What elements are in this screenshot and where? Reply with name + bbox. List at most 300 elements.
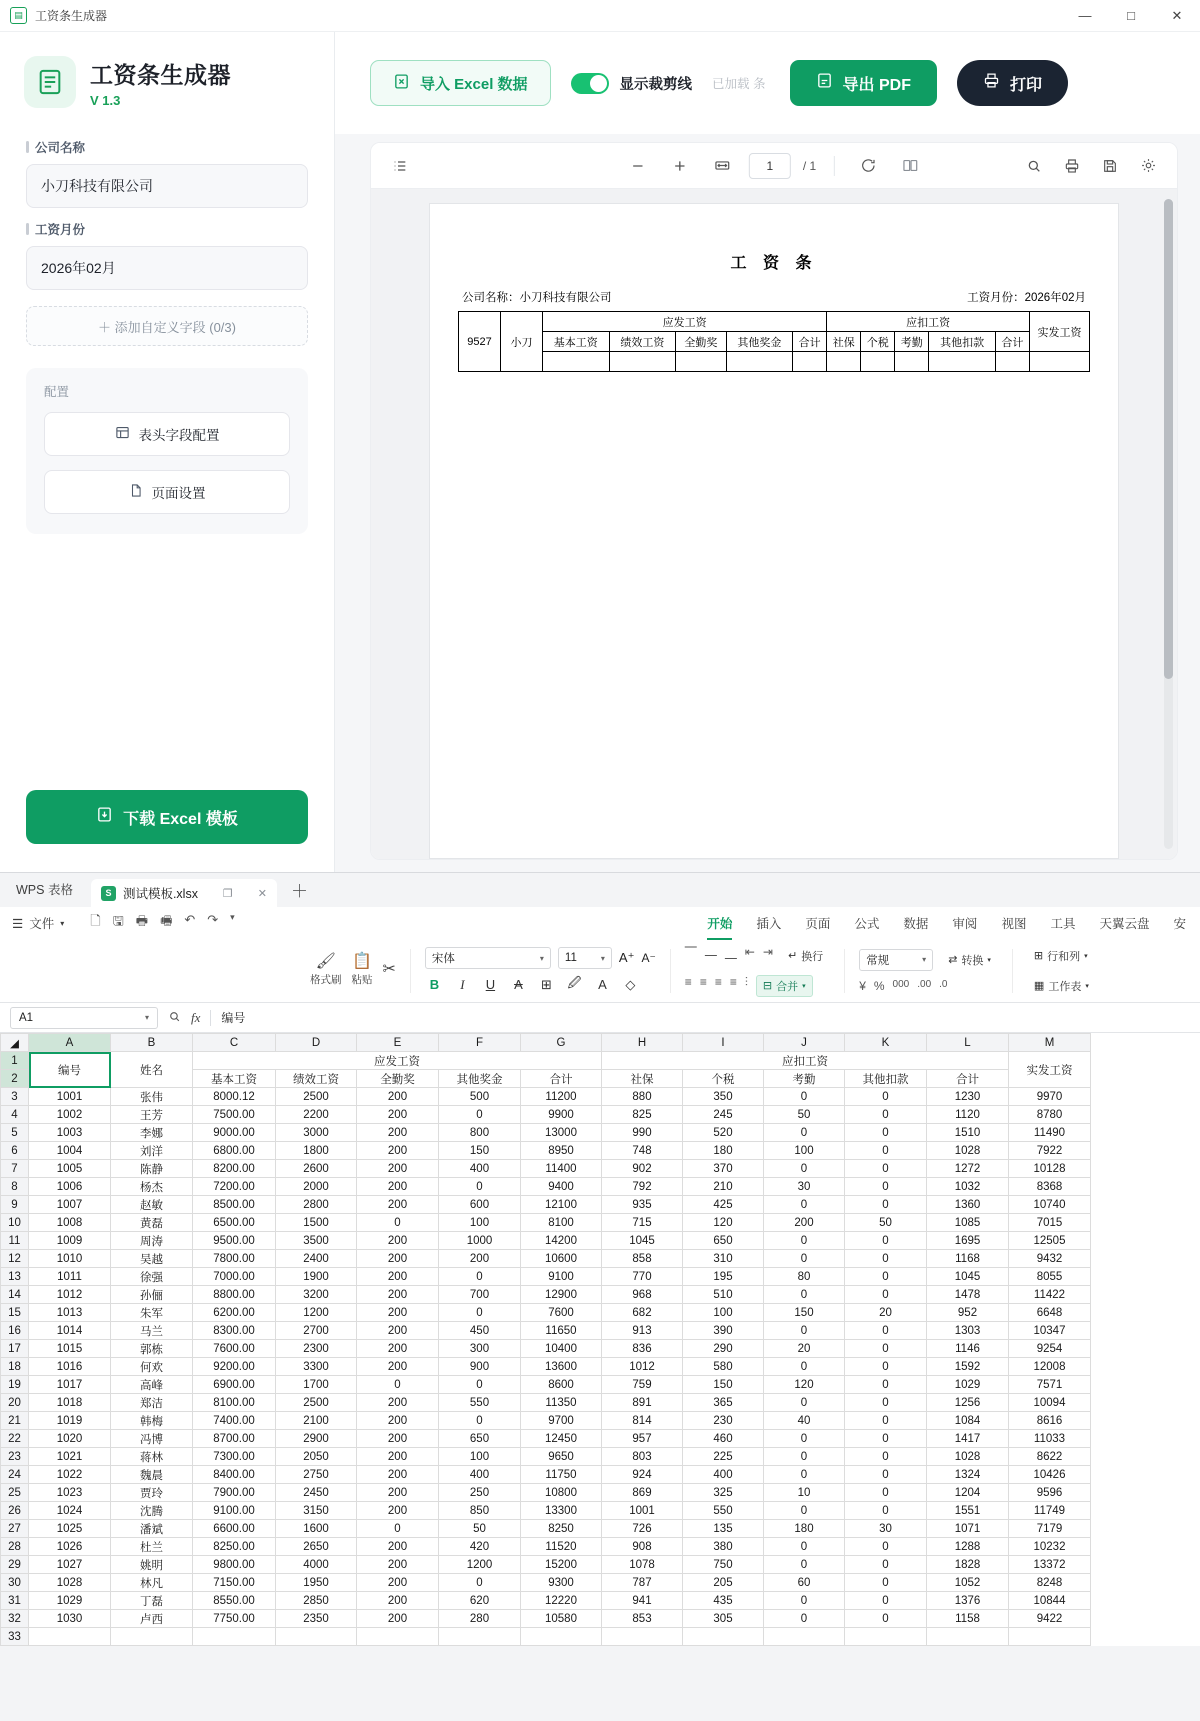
cell-K6[interactable]: 0: [845, 1142, 927, 1160]
cell-F32[interactable]: 280: [439, 1610, 521, 1628]
cell-G3[interactable]: 11200: [521, 1088, 602, 1106]
cell-H22[interactable]: 957: [602, 1430, 683, 1448]
cell-M6[interactable]: 7922: [1009, 1142, 1091, 1160]
cell-C10[interactable]: 6500.00: [193, 1214, 276, 1232]
cell-A7[interactable]: 1005: [29, 1160, 111, 1178]
cell-F19[interactable]: 0: [439, 1376, 521, 1394]
cell-K22[interactable]: 0: [845, 1430, 927, 1448]
cell-A3[interactable]: 1001: [29, 1088, 111, 1106]
cell-L18[interactable]: 1592: [927, 1358, 1009, 1376]
row-header-2[interactable]: 2: [1, 1070, 29, 1088]
cell-B13[interactable]: 徐强: [111, 1268, 193, 1286]
fit-width-icon[interactable]: [707, 151, 737, 181]
cell-I12[interactable]: 310: [683, 1250, 764, 1268]
cell-D9[interactable]: 2800: [276, 1196, 357, 1214]
cell-C29[interactable]: 9800.00: [193, 1556, 276, 1574]
header-cell-H2[interactable]: 社保: [602, 1070, 683, 1088]
cell-A29[interactable]: 1027: [29, 1556, 111, 1574]
cell-L7[interactable]: 1272: [927, 1160, 1009, 1178]
cell-F8[interactable]: 0: [439, 1178, 521, 1196]
cell-M5[interactable]: 11490: [1009, 1124, 1091, 1142]
table-row[interactable]: [1, 1556, 1091, 1574]
cell-M16[interactable]: 10347: [1009, 1322, 1091, 1340]
table-row[interactable]: [1, 1250, 1091, 1268]
cell-G12[interactable]: 10600: [521, 1250, 602, 1268]
cell-C9[interactable]: 8500.00: [193, 1196, 276, 1214]
justify-button[interactable]: ≡: [729, 974, 737, 989]
cell-J33[interactable]: [764, 1628, 845, 1646]
cell-D20[interactable]: 2500: [276, 1394, 357, 1412]
cell-H25[interactable]: 869: [602, 1484, 683, 1502]
search-icon[interactable]: [1019, 151, 1049, 181]
header-cell-G2[interactable]: 合计: [521, 1070, 602, 1088]
cell-G21[interactable]: 9700: [521, 1412, 602, 1430]
cell-E11[interactable]: 200: [357, 1232, 439, 1250]
cell-F17[interactable]: 300: [439, 1340, 521, 1358]
cell-I32[interactable]: 305: [683, 1610, 764, 1628]
paste-button[interactable]: [352, 954, 373, 987]
table-row[interactable]: [1, 1592, 1091, 1610]
cell-K19[interactable]: 0: [845, 1376, 927, 1394]
cell-J29[interactable]: 0: [764, 1556, 845, 1574]
cell-A30[interactable]: 1028: [29, 1574, 111, 1592]
cell-F5[interactable]: 800: [439, 1124, 521, 1142]
cell-M10[interactable]: 7015: [1009, 1214, 1091, 1232]
print-button[interactable]: [957, 60, 1068, 106]
decrease-font-size-button[interactable]: A⁻: [641, 951, 656, 965]
cell-F15[interactable]: 0: [439, 1304, 521, 1322]
cell-D14[interactable]: 3200: [276, 1286, 357, 1304]
column-header-A[interactable]: A: [29, 1034, 111, 1052]
cell-A9[interactable]: 1007: [29, 1196, 111, 1214]
cell-G13[interactable]: 9100: [521, 1268, 602, 1286]
cell-I29[interactable]: 750: [683, 1556, 764, 1574]
row-header-5[interactable]: 5: [1, 1124, 29, 1142]
cell-F18[interactable]: 900: [439, 1358, 521, 1376]
table-row[interactable]: [1, 1106, 1091, 1124]
cell-A1[interactable]: 编号: [29, 1052, 111, 1088]
cell-D7[interactable]: 2600: [276, 1160, 357, 1178]
cell-J5[interactable]: 0: [764, 1124, 845, 1142]
table-row[interactable]: [1, 1196, 1091, 1214]
column-header-I[interactable]: I: [683, 1034, 764, 1052]
cell-I18[interactable]: 580: [683, 1358, 764, 1376]
cell-M17[interactable]: 9254: [1009, 1340, 1091, 1358]
cell-H31[interactable]: 941: [602, 1592, 683, 1610]
cell-K9[interactable]: 0: [845, 1196, 927, 1214]
cell-B1[interactable]: 姓名: [111, 1052, 193, 1088]
cell-B7[interactable]: 陈静: [111, 1160, 193, 1178]
cell-E26[interactable]: 200: [357, 1502, 439, 1520]
row-header-13[interactable]: 13: [1, 1268, 29, 1286]
clear-format-button[interactable]: ◇: [625, 976, 636, 992]
cell-D30[interactable]: 1950: [276, 1574, 357, 1592]
cell-K10[interactable]: 50: [845, 1214, 927, 1232]
row-header-4[interactable]: 4: [1, 1106, 29, 1124]
cell-B18[interactable]: 何欢: [111, 1358, 193, 1376]
cell-K24[interactable]: 0: [845, 1466, 927, 1484]
row-header-12[interactable]: 12: [1, 1250, 29, 1268]
cell-E6[interactable]: 200: [357, 1142, 439, 1160]
cell-K25[interactable]: 0: [845, 1484, 927, 1502]
cell-E12[interactable]: 200: [357, 1250, 439, 1268]
cell-C6[interactable]: 6800.00: [193, 1142, 276, 1160]
cell-A19[interactable]: 1017: [29, 1376, 111, 1394]
cell-L21[interactable]: 1084: [927, 1412, 1009, 1430]
column-header-E[interactable]: E: [357, 1034, 439, 1052]
wrap-text-button[interactable]: [781, 945, 830, 967]
cell-E4[interactable]: 200: [357, 1106, 439, 1124]
header-cell-D2[interactable]: 绩效工资: [276, 1070, 357, 1088]
cell-D11[interactable]: 3500: [276, 1232, 357, 1250]
row-header-8[interactable]: 8: [1, 1178, 29, 1196]
cell-G8[interactable]: 9400: [521, 1178, 602, 1196]
cell-A10[interactable]: 1008: [29, 1214, 111, 1232]
cell-D25[interactable]: 2450: [276, 1484, 357, 1502]
cell-C4[interactable]: 7500.00: [193, 1106, 276, 1124]
close-button[interactable]: ✕: [1171, 7, 1183, 23]
cell-E19[interactable]: 0: [357, 1376, 439, 1394]
cell-L22[interactable]: 1417: [927, 1430, 1009, 1448]
cell-L12[interactable]: 1168: [927, 1250, 1009, 1268]
cell-H23[interactable]: 803: [602, 1448, 683, 1466]
cell-L31[interactable]: 1376: [927, 1592, 1009, 1610]
cell-B19[interactable]: 高峰: [111, 1376, 193, 1394]
cell-E16[interactable]: 200: [357, 1322, 439, 1340]
tab-restore-icon[interactable]: ❐: [222, 887, 233, 900]
cell-G24[interactable]: 11750: [521, 1466, 602, 1484]
cell-K12[interactable]: 0: [845, 1250, 927, 1268]
cell-H15[interactable]: 682: [602, 1304, 683, 1322]
currency-button[interactable]: ¥: [859, 978, 866, 993]
row-header-18[interactable]: 18: [1, 1358, 29, 1376]
table-row[interactable]: [1, 1268, 1091, 1286]
cell-I30[interactable]: 205: [683, 1574, 764, 1592]
cell-J26[interactable]: 0: [764, 1502, 845, 1520]
cell-D29[interactable]: 4000: [276, 1556, 357, 1574]
row-header-31[interactable]: 31: [1, 1592, 29, 1610]
cell-H5[interactable]: 990: [602, 1124, 683, 1142]
table-row[interactable]: [1, 1376, 1091, 1394]
cell-L10[interactable]: 1085: [927, 1214, 1009, 1232]
cell-F10[interactable]: 100: [439, 1214, 521, 1232]
cell-G11[interactable]: 14200: [521, 1232, 602, 1250]
pdf-print-icon[interactable]: [1057, 151, 1087, 181]
dual-page-icon[interactable]: [895, 151, 925, 181]
cell-L6[interactable]: 1028: [927, 1142, 1009, 1160]
cell-D17[interactable]: 2300: [276, 1340, 357, 1358]
cell-I13[interactable]: 195: [683, 1268, 764, 1286]
cell-F12[interactable]: 200: [439, 1250, 521, 1268]
cell-I28[interactable]: 380: [683, 1538, 764, 1556]
cell-J25[interactable]: 10: [764, 1484, 845, 1502]
cell-F33[interactable]: [439, 1628, 521, 1646]
bold-button[interactable]: B: [429, 977, 440, 992]
table-row[interactable]: [1, 1322, 1091, 1340]
sidebar-toggle-icon[interactable]: [385, 151, 415, 181]
font-size-select[interactable]: [558, 947, 612, 969]
cell-G15[interactable]: 7600: [521, 1304, 602, 1322]
cell-D3[interactable]: 2500: [276, 1088, 357, 1106]
cell-A16[interactable]: 1014: [29, 1322, 111, 1340]
ribbon-tab-page[interactable]: 页面: [805, 917, 831, 931]
row-header-1[interactable]: 1: [1, 1052, 29, 1070]
cell-I3[interactable]: 350: [683, 1088, 764, 1106]
document-tab[interactable]: [91, 879, 277, 907]
cell-M30[interactable]: 8248: [1009, 1574, 1091, 1592]
cell-F31[interactable]: 620: [439, 1592, 521, 1610]
cell-D26[interactable]: 3150: [276, 1502, 357, 1520]
table-row[interactable]: [1, 1394, 1091, 1412]
cell-C19[interactable]: 6900.00: [193, 1376, 276, 1394]
cell-G20[interactable]: 11350: [521, 1394, 602, 1412]
cell-E23[interactable]: 200: [357, 1448, 439, 1466]
column-header-M[interactable]: M: [1009, 1034, 1091, 1052]
cell-I19[interactable]: 150: [683, 1376, 764, 1394]
cell-J13[interactable]: 80: [764, 1268, 845, 1286]
cell-L15[interactable]: 952: [927, 1304, 1009, 1322]
cell-K31[interactable]: 0: [845, 1592, 927, 1610]
cell-D13[interactable]: 1900: [276, 1268, 357, 1286]
cell-C23[interactable]: 7300.00: [193, 1448, 276, 1466]
row-header-19[interactable]: 19: [1, 1376, 29, 1394]
ribbon-tab-formula[interactable]: 公式: [854, 917, 880, 931]
cell-M20[interactable]: 10094: [1009, 1394, 1091, 1412]
cell-I22[interactable]: 460: [683, 1430, 764, 1448]
cell-H24[interactable]: 924: [602, 1466, 683, 1484]
font-color-button[interactable]: A: [598, 977, 607, 992]
cell-C32[interactable]: 7750.00: [193, 1610, 276, 1628]
cell-L3[interactable]: 1230: [927, 1088, 1009, 1106]
cell-F29[interactable]: 1200: [439, 1556, 521, 1574]
align-center-button[interactable]: ≡: [699, 974, 707, 989]
cell-L4[interactable]: 1120: [927, 1106, 1009, 1124]
cell-J17[interactable]: 20: [764, 1340, 845, 1358]
cell-J16[interactable]: 0: [764, 1322, 845, 1340]
cell-B15[interactable]: 朱军: [111, 1304, 193, 1322]
cell-D22[interactable]: 2900: [276, 1430, 357, 1448]
cell-L9[interactable]: 1360: [927, 1196, 1009, 1214]
cell-E13[interactable]: 200: [357, 1268, 439, 1286]
table-row[interactable]: [1, 1286, 1091, 1304]
cell-H21[interactable]: 814: [602, 1412, 683, 1430]
cell-B6[interactable]: 刘洋: [111, 1142, 193, 1160]
cell-E9[interactable]: 200: [357, 1196, 439, 1214]
table-row[interactable]: [1, 1088, 1091, 1106]
column-header-B[interactable]: B: [111, 1034, 193, 1052]
header-cell-F2[interactable]: 其他奖金: [439, 1070, 521, 1088]
cell-L28[interactable]: 1288: [927, 1538, 1009, 1556]
table-row[interactable]: [1, 1448, 1091, 1466]
cell-C25[interactable]: 7900.00: [193, 1484, 276, 1502]
cell-E24[interactable]: 200: [357, 1466, 439, 1484]
column-header-D[interactable]: D: [276, 1034, 357, 1052]
row-header-30[interactable]: 30: [1, 1574, 29, 1592]
cell-L24[interactable]: 1324: [927, 1466, 1009, 1484]
cell-K17[interactable]: 0: [845, 1340, 927, 1358]
column-header-C[interactable]: C: [193, 1034, 276, 1052]
cell-K3[interactable]: 0: [845, 1088, 927, 1106]
cell-H16[interactable]: 913: [602, 1322, 683, 1340]
new-tab-button[interactable]: ＋: [290, 882, 308, 901]
cell-D18[interactable]: 3300: [276, 1358, 357, 1376]
decrease-decimal-button[interactable]: .0: [939, 978, 948, 990]
column-header-K[interactable]: K: [845, 1034, 927, 1052]
align-bottom-button[interactable]: ⎽: [724, 944, 737, 959]
ribbon-tab-cloud[interactable]: 天翼云盘: [1099, 917, 1150, 931]
cell-F27[interactable]: 50: [439, 1520, 521, 1538]
cell-L30[interactable]: 1052: [927, 1574, 1009, 1592]
redo-icon[interactable]: ↷: [207, 912, 219, 927]
cell-I14[interactable]: 510: [683, 1286, 764, 1304]
cell-J19[interactable]: 120: [764, 1376, 845, 1394]
cell-K23[interactable]: 0: [845, 1448, 927, 1466]
cell-J27[interactable]: 180: [764, 1520, 845, 1538]
print-preview-icon[interactable]: 🖷: [160, 913, 173, 928]
cell-G28[interactable]: 11520: [521, 1538, 602, 1556]
cell-E20[interactable]: 200: [357, 1394, 439, 1412]
row-header-22[interactable]: 22: [1, 1430, 29, 1448]
cell-G25[interactable]: 10800: [521, 1484, 602, 1502]
cell-B31[interactable]: 丁磊: [111, 1592, 193, 1610]
cell-H3[interactable]: 880: [602, 1088, 683, 1106]
cell-E5[interactable]: 200: [357, 1124, 439, 1142]
cell-J7[interactable]: 0: [764, 1160, 845, 1178]
cell-E14[interactable]: 200: [357, 1286, 439, 1304]
cell-M9[interactable]: 10740: [1009, 1196, 1091, 1214]
cell-F9[interactable]: 600: [439, 1196, 521, 1214]
cell-H14[interactable]: 968: [602, 1286, 683, 1304]
cell-H29[interactable]: 1078: [602, 1556, 683, 1574]
cell-K11[interactable]: 0: [845, 1232, 927, 1250]
cell-B30[interactable]: 林凡: [111, 1574, 193, 1592]
select-all-corner[interactable]: ◢: [1, 1034, 29, 1052]
cell-L29[interactable]: 1828: [927, 1556, 1009, 1574]
cell-F6[interactable]: 150: [439, 1142, 521, 1160]
cell-C13[interactable]: 7000.00: [193, 1268, 276, 1286]
cell-L33[interactable]: [927, 1628, 1009, 1646]
italic-button[interactable]: I: [460, 976, 465, 992]
cell-E18[interactable]: 200: [357, 1358, 439, 1376]
column-header-J[interactable]: J: [764, 1034, 845, 1052]
cell-A25[interactable]: 1023: [29, 1484, 111, 1502]
cell-J15[interactable]: 150: [764, 1304, 845, 1322]
row-header-20[interactable]: 20: [1, 1394, 29, 1412]
cell-L8[interactable]: 1032: [927, 1178, 1009, 1196]
cell-E33[interactable]: [357, 1628, 439, 1646]
cell-B22[interactable]: 冯博: [111, 1430, 193, 1448]
align-middle-button[interactable]: ⎼: [704, 944, 717, 959]
minimize-button[interactable]: —: [1078, 8, 1092, 23]
cell-J3[interactable]: 0: [764, 1088, 845, 1106]
cell-B28[interactable]: 杜兰: [111, 1538, 193, 1556]
table-row[interactable]: [1, 1214, 1091, 1232]
cell-K27[interactable]: 30: [845, 1520, 927, 1538]
cell-B8[interactable]: 杨杰: [111, 1178, 193, 1196]
cell-H11[interactable]: 1045: [602, 1232, 683, 1250]
pdf-scroll-thumb[interactable]: [1164, 199, 1173, 679]
cell-J11[interactable]: 0: [764, 1232, 845, 1250]
cell-F22[interactable]: 650: [439, 1430, 521, 1448]
cell-K21[interactable]: 0: [845, 1412, 927, 1430]
font-family-select[interactable]: [425, 947, 551, 969]
cell-K33[interactable]: [845, 1628, 927, 1646]
cell-M14[interactable]: 11422: [1009, 1286, 1091, 1304]
cell-C11[interactable]: 9500.00: [193, 1232, 276, 1250]
page-number-input[interactable]: 1: [749, 153, 791, 179]
header-cell-C2[interactable]: 基本工资: [193, 1070, 276, 1088]
cell-H26[interactable]: 1001: [602, 1502, 683, 1520]
cell-D21[interactable]: 2100: [276, 1412, 357, 1430]
cell-M28[interactable]: 10232: [1009, 1538, 1091, 1556]
table-row[interactable]: [1, 1520, 1091, 1538]
cell-K15[interactable]: 20: [845, 1304, 927, 1322]
cell-L13[interactable]: 1045: [927, 1268, 1009, 1286]
cell-H8[interactable]: 792: [602, 1178, 683, 1196]
settings-gear-icon[interactable]: [1133, 151, 1163, 181]
cell-H7[interactable]: 902: [602, 1160, 683, 1178]
cell-B26[interactable]: 沈腾: [111, 1502, 193, 1520]
cell-F20[interactable]: 550: [439, 1394, 521, 1412]
cell-D19[interactable]: 1700: [276, 1376, 357, 1394]
row-header-11[interactable]: 11: [1, 1232, 29, 1250]
cell-L16[interactable]: 1303: [927, 1322, 1009, 1340]
number-format-select[interactable]: [859, 949, 933, 971]
cell-J14[interactable]: 0: [764, 1286, 845, 1304]
cell-D10[interactable]: 1500: [276, 1214, 357, 1232]
cell-H18[interactable]: 1012: [602, 1358, 683, 1376]
borders-button[interactable]: ⊞: [540, 976, 552, 992]
cell-C22[interactable]: 8700.00: [193, 1430, 276, 1448]
cell-C16[interactable]: 8300.00: [193, 1322, 276, 1340]
cell-C21[interactable]: 7400.00: [193, 1412, 276, 1430]
cell-B3[interactable]: 张伟: [111, 1088, 193, 1106]
cell-F11[interactable]: 1000: [439, 1232, 521, 1250]
undo-icon[interactable]: ↶: [184, 912, 196, 927]
cell-E29[interactable]: 200: [357, 1556, 439, 1574]
cell-D28[interactable]: 2650: [276, 1538, 357, 1556]
download-excel-template-button[interactable]: [26, 790, 308, 844]
cell-A22[interactable]: 1020: [29, 1430, 111, 1448]
cell-M33[interactable]: [1009, 1628, 1091, 1646]
cell-E8[interactable]: 200: [357, 1178, 439, 1196]
cell-L19[interactable]: 1029: [927, 1376, 1009, 1394]
qat-chevron-icon[interactable]: ▾: [230, 912, 235, 922]
cell-D4[interactable]: 2200: [276, 1106, 357, 1124]
ribbon-tab-security[interactable]: 安: [1173, 917, 1186, 931]
cell-L25[interactable]: 1204: [927, 1484, 1009, 1502]
tab-close-icon[interactable]: ✕: [257, 887, 267, 900]
cell-F14[interactable]: 700: [439, 1286, 521, 1304]
cell-C15[interactable]: 6200.00: [193, 1304, 276, 1322]
cell-G18[interactable]: 13600: [521, 1358, 602, 1376]
cell-D33[interactable]: [276, 1628, 357, 1646]
cell-A4[interactable]: 1002: [29, 1106, 111, 1124]
cell-K32[interactable]: 0: [845, 1610, 927, 1628]
cell-G16[interactable]: 11650: [521, 1322, 602, 1340]
save-icon[interactable]: [1095, 151, 1125, 181]
table-row[interactable]: [1, 1304, 1091, 1322]
convert-button[interactable]: [941, 949, 998, 971]
cell-A27[interactable]: 1025: [29, 1520, 111, 1538]
cell-C33[interactable]: [193, 1628, 276, 1646]
cell-I21[interactable]: 230: [683, 1412, 764, 1430]
page-setup-button[interactable]: [44, 470, 290, 514]
cell-K5[interactable]: 0: [845, 1124, 927, 1142]
cell-A17[interactable]: 1015: [29, 1340, 111, 1358]
cell-K7[interactable]: 0: [845, 1160, 927, 1178]
cell-C27[interactable]: 6600.00: [193, 1520, 276, 1538]
